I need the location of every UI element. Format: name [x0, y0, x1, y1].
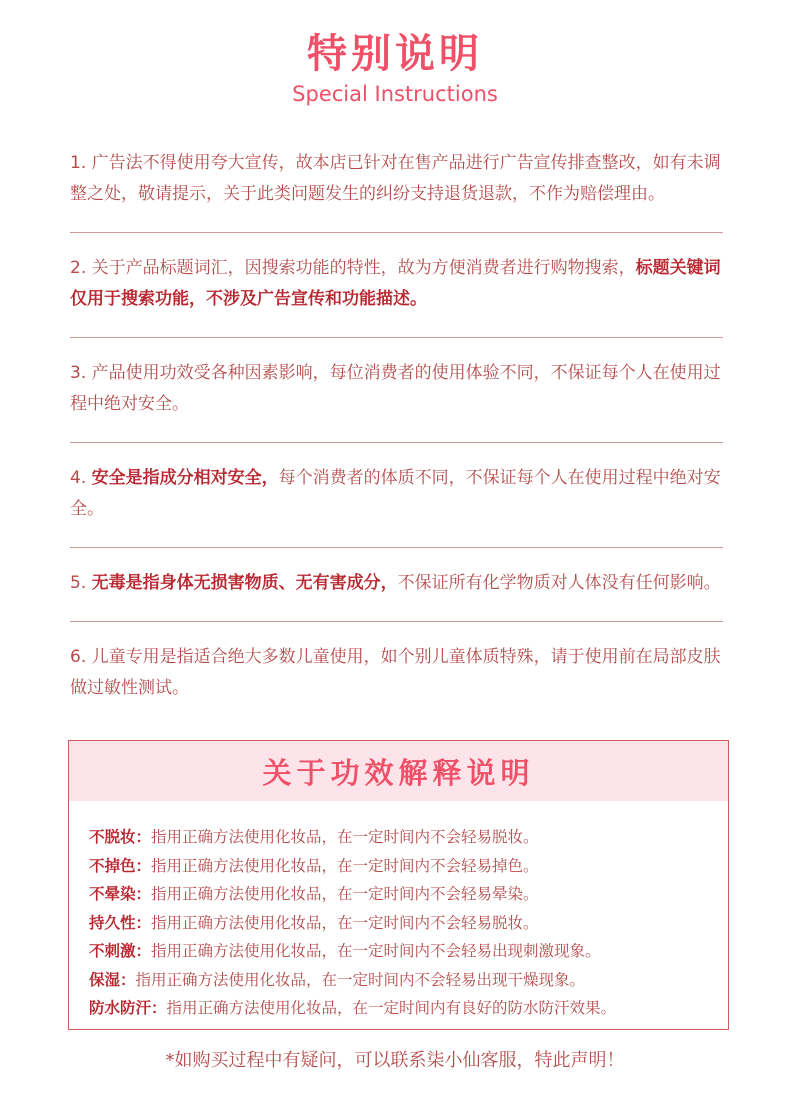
efficacy-label: 不掉色： [89, 856, 152, 875]
efficacy-text: 指用正确方法使用化妆品，在一定时间内不会轻易掉色。 [151, 856, 539, 875]
efficacy-label: 不刺激： [89, 942, 152, 960]
item-text: 广告法不得使用夸大宣传，故本店已针对在售产品进行广告宣传排查整改，如有未调整之处，敬请提示，关于此类问题发生的纠纷支持退货退款，不作为赔偿理由。 [70, 153, 721, 204]
efficacy-label: 防水防汗： [89, 999, 167, 1017]
divider [70, 337, 723, 338]
efficacy-row [89, 937, 728, 966]
instruction-item-1 [70, 148, 723, 210]
item-text: 每个消费者的体质不同，不保证每个人在使用过程中绝对安全。 [70, 468, 721, 519]
instruction-item-3 [70, 358, 723, 420]
divider [70, 442, 723, 443]
efficacy-label: 不脱妆： [89, 828, 152, 846]
page-title: 特别说明 [307, 31, 483, 77]
efficacy-text: 指用正确方法使用化妆品，在一定时间内不会轻易出现刺激现象。 [151, 942, 601, 960]
efficacy-row [89, 994, 728, 1023]
item-number: 6. [70, 647, 87, 667]
efficacy-label: 保湿： [89, 970, 136, 989]
efficacy-row [89, 823, 728, 852]
efficacy-text: 指用正确方法使用化妆品，在一定时间内不会轻易出现干燥现象。 [135, 970, 586, 989]
page-subtitle: Special Instructions [292, 82, 498, 106]
efficacy-text: 指用正确方法使用化妆品，在一定时间内不会轻易晕染。 [151, 885, 539, 903]
instruction-item-2 [70, 253, 723, 315]
efficacy-list [69, 801, 728, 1023]
efficacy-label: 持久性： [89, 913, 152, 932]
item-text: 关于产品标题词汇，因搜索功能的特性，故为方便消费者进行购物搜索， [91, 258, 636, 278]
efficacy-text: 指用正确方法使用化妆品，在一定时间内不会轻易脱妆。 [151, 828, 539, 846]
item-bold-text: 安全是指成分相对安全， [91, 468, 279, 488]
efficacy-text: 指用正确方法使用化妆品，在一定时间内不会轻易脱妆。 [151, 913, 539, 932]
instruction-item-6 [70, 642, 723, 704]
item-number: 5. [70, 573, 87, 593]
divider [70, 621, 723, 622]
divider [70, 547, 723, 548]
instructions-list [70, 148, 723, 704]
item-number: 4. [70, 468, 87, 488]
efficacy-row [89, 909, 728, 938]
divider [70, 232, 723, 233]
instruction-item-5 [70, 568, 723, 599]
item-text: 不保证所有化学物质对人体没有任何影响。 [397, 573, 721, 593]
efficacy-row [89, 852, 728, 881]
efficacy-row [89, 880, 728, 909]
item-bold-text: 标题关键词仅用于搜索功能，不涉及广告宣传和功能描述。 [70, 258, 721, 309]
efficacy-title: 关于功效解释说明 [69, 741, 728, 801]
instruction-item-4 [70, 463, 723, 525]
item-number: 1. [70, 153, 87, 173]
footer-note: *如购买过程中有疑问，可以联系柒小仙客服，特此声明！ [165, 1050, 625, 1071]
item-number: 3. [70, 363, 87, 383]
efficacy-text: 指用正确方法使用化妆品，在一定时间内有良好的防水防汗效果。 [166, 999, 617, 1017]
item-text: 儿童专用是指适合绝大多数儿童使用，如个别儿童体质特殊，请于使用前在局部皮肤做过敏性测试。 [70, 647, 721, 698]
item-text: 产品使用功效受各种因素影响，每位消费者的使用体验不同，不保证每个人在使用过程中绝对安全。 [70, 363, 721, 414]
item-number: 2. [70, 258, 87, 278]
efficacy-box [68, 740, 729, 1030]
item-bold-text: 无毒是指身体无损害物质、无有害成分， [91, 573, 398, 593]
efficacy-label: 不晕染： [89, 885, 152, 903]
efficacy-row [89, 966, 728, 995]
